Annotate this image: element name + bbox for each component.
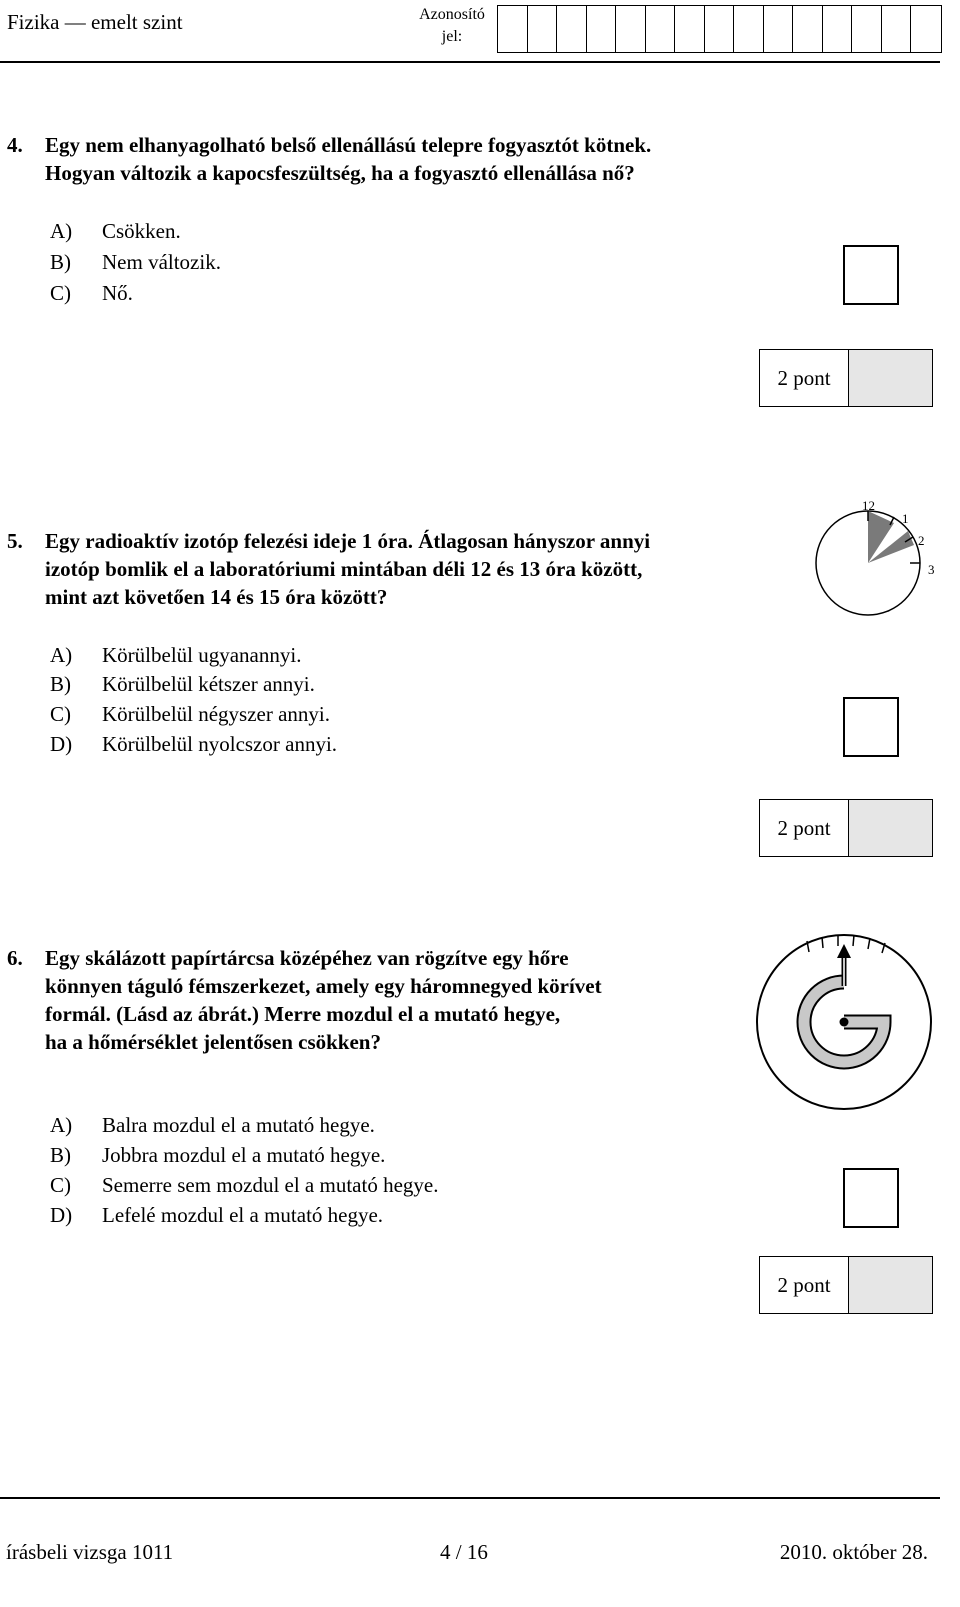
option-text: Körülbelül négyszer annyi. xyxy=(102,702,331,726)
points-score-field[interactable] xyxy=(849,800,932,856)
q5-option-d xyxy=(50,729,337,759)
option-text: Nem változik. xyxy=(102,250,221,274)
footer-date: 2010. október 28. xyxy=(779,1540,928,1564)
q4-answer-box[interactable] xyxy=(843,245,899,305)
question-text: Egy skálázott papírtárcsa középéhez van rögzítve egy hőre könnyen táguló fémszerkezet, amely egy háromnegyed körívet formál. (Lásd az ábrát.) Merre mozdul el a mutató hegye, ha a hőmérséklet jelentősen csökken? xyxy=(45,946,602,1054)
q5-option-c xyxy=(50,699,330,729)
question-number: 6. xyxy=(7,946,23,970)
option-letter: D) xyxy=(50,732,73,756)
option-letter: B) xyxy=(50,1143,71,1167)
question-text: Egy radioaktív izotóp felezési ideje 1 óra. Átlagosan hányszor annyi izotóp bomlik el a laboratóriumi mintában déli 12 és 13 óra között, mint azt követően 14 és 15 óra között? xyxy=(45,529,651,609)
clock-label-1: 1 xyxy=(902,511,909,526)
footer-exam-code: írásbeli vizsga 1011 xyxy=(6,1540,174,1564)
option-letter: C) xyxy=(50,1173,71,1197)
option-letter: A) xyxy=(50,219,73,243)
q6-option-c xyxy=(50,1170,438,1200)
clock-label-2: 2 xyxy=(918,533,925,548)
q4-points-box xyxy=(759,349,933,407)
option-text: Körülbelül kétszer annyi. xyxy=(102,672,315,696)
option-text: Csökken. xyxy=(102,219,181,243)
q5-option-a xyxy=(50,640,301,670)
points-score-field[interactable] xyxy=(849,1257,932,1313)
id-label-line1: Azonosító xyxy=(419,6,485,23)
id-cell[interactable] xyxy=(616,6,646,52)
option-text: Balra mozdul el a mutató hegye. xyxy=(102,1113,375,1137)
id-cell[interactable] xyxy=(646,6,676,52)
q5-option-b xyxy=(50,669,315,699)
id-cell[interactable] xyxy=(734,6,764,52)
clock-figure xyxy=(810,495,940,625)
pointer-tip xyxy=(837,944,851,958)
question-number: 5. xyxy=(7,529,23,553)
option-letter: B) xyxy=(50,250,71,274)
q6-option-a xyxy=(50,1110,375,1140)
id-input-grid[interactable] xyxy=(497,5,942,53)
thermometer-dial-figure xyxy=(752,928,938,1114)
id-cell[interactable] xyxy=(528,6,558,52)
q5-points-box xyxy=(759,799,933,857)
option-text: Jobbra mozdul el a mutató hegye. xyxy=(102,1143,386,1167)
option-letter: D) xyxy=(50,1203,73,1227)
q4-option-a xyxy=(50,216,181,246)
option-letter: C) xyxy=(50,281,71,305)
clock-label-3: 3 xyxy=(928,562,935,577)
option-text: Körülbelül nyolcszor annyi. xyxy=(102,732,338,756)
id-cell[interactable] xyxy=(852,6,882,52)
header-title: Fizika — emelt szint xyxy=(7,10,183,34)
id-cell[interactable] xyxy=(764,6,794,52)
option-text: Körülbelül ugyanannyi. xyxy=(102,643,302,667)
id-cell[interactable] xyxy=(557,6,587,52)
option-text: Semerre sem mozdul el a mutató hegye. xyxy=(102,1173,439,1197)
id-cell[interactable] xyxy=(882,6,912,52)
q6-option-d xyxy=(50,1200,383,1230)
option-letter: C) xyxy=(50,702,71,726)
points-label: 2 pont xyxy=(760,350,849,406)
id-cell[interactable] xyxy=(823,6,853,52)
option-letter: A) xyxy=(50,1113,73,1137)
question-5 xyxy=(7,527,767,617)
option-text: Lefelé mozdul el a mutató hegye. xyxy=(102,1203,384,1227)
clock-label-12: 12 xyxy=(862,498,875,513)
question-6 xyxy=(7,944,767,1064)
q4-option-b xyxy=(50,247,221,277)
id-cell[interactable] xyxy=(675,6,705,52)
points-label: 2 pont xyxy=(760,1257,849,1313)
dial-center xyxy=(840,1018,849,1027)
points-label: 2 pont xyxy=(760,800,849,856)
option-text: Nő. xyxy=(102,281,133,305)
footer-page-number: 4 / 16 xyxy=(440,1540,488,1564)
id-cell[interactable] xyxy=(587,6,617,52)
id-cell[interactable] xyxy=(705,6,735,52)
option-letter: A) xyxy=(50,643,73,667)
id-cell[interactable] xyxy=(498,6,528,52)
id-label xyxy=(412,4,492,48)
footer-rule xyxy=(0,1497,940,1499)
q6-points-box xyxy=(759,1256,933,1314)
points-score-field[interactable] xyxy=(849,350,932,406)
q6-option-b xyxy=(50,1140,385,1170)
q5-answer-box[interactable] xyxy=(843,697,899,757)
question-text: Egy nem elhanyagolható belső ellenállású telepre fogyasztót kötnek. Hogyan változik a kapocsfeszültség, ha a fogyasztó ellenállása nő? xyxy=(45,133,652,185)
q6-answer-box[interactable] xyxy=(843,1168,899,1228)
id-label-line2: jel: xyxy=(441,28,463,45)
question-4 xyxy=(7,131,767,191)
q4-option-c xyxy=(50,278,133,308)
header-rule xyxy=(0,61,940,63)
id-cell[interactable] xyxy=(793,6,823,52)
question-number: 4. xyxy=(7,133,23,157)
option-letter: B) xyxy=(50,672,71,696)
id-cell[interactable] xyxy=(911,6,941,52)
